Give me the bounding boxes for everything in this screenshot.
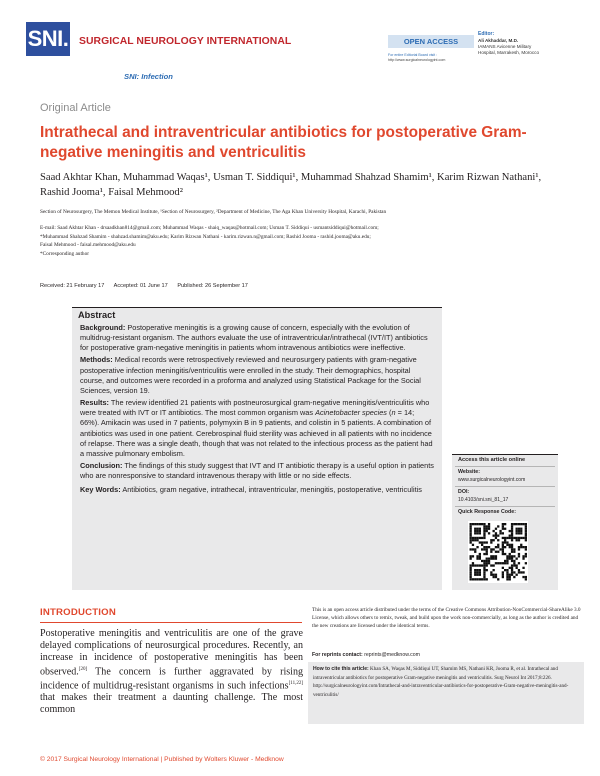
- access-divider: [455, 506, 555, 507]
- article-type: Original Article: [40, 102, 111, 114]
- ref-11-22[interactable]: [11,22]: [288, 680, 303, 686]
- doi-label: DOI:: [458, 489, 470, 495]
- methods-text: Medical records were retrospectively reviewed and neurosurgery patients with gram-negative postoperative infection meningitis/ventriculitis were enrolled in the study. Their demographics, hospital course, and outcomes were recorded in a proforma and analyzed using Statistical Package for the Social Sciences, version 19.: [80, 355, 421, 395]
- doi-value[interactable]: 10.4103/sni.sni_81_17: [458, 497, 509, 503]
- author-list: Saad Akhtar Khan, Muhammad Waqas¹, Usman T. Siddiqui¹, Muhammad Shahzad Shamim¹, Karim Rizwan Nathani¹, Rashid Jooma¹, Faisal Mehmood²: [40, 172, 542, 198]
- reprints-label: For reprints contact:: [312, 652, 363, 658]
- qr-code[interactable]: [468, 521, 528, 583]
- methods-label: Methods:: [80, 355, 113, 365]
- abstract-conclusion: [80, 461, 435, 481]
- background-label: Background:: [80, 323, 126, 332]
- abstract-keywords: [80, 485, 435, 495]
- editor-info: [474, 32, 582, 56]
- editorial-board-label: For entire Editorial Board visit :: [388, 53, 438, 57]
- results-label: Results:: [80, 398, 109, 408]
- received-date: Received: 21 February 17: [40, 283, 105, 289]
- corresponding-note: *Corresponding author: [40, 250, 89, 257]
- reprints-contact: [312, 652, 582, 658]
- citation-label: How to cite this article:: [313, 666, 369, 672]
- website-link[interactable]: www.surgicalneurologyint.com: [458, 477, 526, 483]
- keywords-label: Key Words:: [80, 485, 121, 495]
- affiliations: Section of Neurosurgery, The Memon Medical Institute, ¹Section of Neurosurgery, ²Department of Medicine, The Aga Khan University Hospital, Karachi, Pakistan: [40, 209, 387, 215]
- abstract-heading: Abstract: [78, 310, 116, 320]
- introduction-text: [40, 628, 303, 716]
- conclusion-label: Conclusion:: [80, 461, 123, 471]
- introduction-rule: [40, 622, 302, 623]
- results-text-2: = 14; 66%). Amikacin was used in 7 patients, polymyxin B in 9 patients, and colistin in 5 patients. A combination of antibiotics was used in one patient. Cerebrospinal fluid sterility was achieved in all patients with no incidence of relapse. There was a single death, though that was not related to the infectious process as the patient had a massive pulmonary embolism.: [80, 408, 433, 458]
- results-organism: Acinetobacter species: [315, 408, 387, 418]
- email-line-1: E-mail: Saad Akhtar Khan - drsaadkhan814@gmail.com; Muhammad Waqas - shaiq_waqas@hotmail.com; Usman T. Siddiqui - usmantsiddiqui@hotmail.com;: [40, 225, 379, 231]
- abstract-background: [80, 323, 435, 353]
- results-n: n: [391, 408, 396, 418]
- journal-name: SURGICAL NEUROLOGY INTERNATIONAL: [79, 36, 292, 47]
- section-tag: SNI: Infection: [124, 72, 173, 81]
- keywords-text: Antibiotics, gram negative, intrathecal, intraventricular, meningitis, postoperative, ventriculitis: [122, 485, 422, 495]
- results-paren: (: [389, 408, 392, 418]
- article-title: Intrathecal and intraventricular antibiotics for postoperative Gram-negative meningitis and ventriculitis: [40, 124, 527, 161]
- author-emails: [40, 224, 580, 258]
- access-divider: [455, 486, 555, 487]
- conclusion-text: The findings of this study suggest that IVT and IT antibiotic therapy is a useful option in patients who are nonresponsive to standard intravenous therapy with little or no side effects.: [80, 461, 434, 481]
- footer-copyright: © 2017 Surgical Neurology International | Published by Wolters Kluwer - Medknow: [40, 756, 284, 763]
- qr-code-icon: [468, 521, 528, 583]
- citation-url[interactable]: http://surgicalneurologyint.com/Intrathecal-and-intraventricular-antibiotics-for-postoperative-Gram-negative-meningitis-and-ventriculitis/: [313, 683, 569, 698]
- license-note: This is an open access article distributed under the terms of the Creative Commons Attribution-NonCommercial-ShareAlike 3.0 License, which allows others to remix, tweak, and build upon the work non-commercially, as long as the author is credited and the new creations are licensed under the identical terms.: [312, 607, 581, 630]
- email-line-2: *Muhammad Shahzad Shamim - shahzad.shamim@aku.edu; Karim Rizwan Nathani - karim.rizwan.n@gmail.com; Rashid Jooma - rashid.jooma@aku.edu;: [40, 233, 371, 240]
- abstract-methods: [80, 355, 435, 396]
- abstract-body: [80, 323, 435, 498]
- published-date: Published: 26 September 17: [177, 283, 248, 289]
- article-dates: [40, 283, 256, 289]
- intro-text-3: that makes their treatment a daunting challenge. The most common: [40, 692, 303, 716]
- background-text: Postoperative meningitis is a growing cause of concern, especially with the evolution of multidrug-resistant organism. The authors evaluate the use of intraventricular/intrathecal (IVT/IT) antibiotics for postoperative gram-negative meningitis in patients whom intravenous antibiotics were ineffective.: [80, 323, 428, 353]
- intro-text-1: Postoperative meningitis and ventriculitis are one of the grave delayed complications of neurosurgical procedures. Recently, an increase in incidence of postoperative meningitis has been observed.: [40, 628, 303, 678]
- citation: [313, 665, 581, 699]
- citation-text: Khan SA, Waqas M, Siddiqui UT, Shamim MS, Nathani KR, Jooma R, et al. Intrathecal and intraventricular antibiotics for postoperative Gram-negative meningitis and ventriculitis. Surg Neurol Int 2017;8:226.: [313, 666, 558, 681]
- editor-label: Editor:: [478, 31, 495, 37]
- abstract-results: [80, 398, 435, 459]
- editorial-board-note: [388, 53, 476, 63]
- editor-affiliation-1: IAMANS Avicenne Military: [478, 43, 532, 49]
- access-divider: [455, 466, 555, 467]
- ref-20[interactable]: [20]: [78, 666, 88, 672]
- access-title: Access this article online: [458, 457, 526, 463]
- editorial-board-link[interactable]: http://www.surgicalneurologyint.com: [388, 58, 446, 62]
- editor-affiliation-2: Hospital, Marrakesh, Morocco: [478, 49, 540, 55]
- website-label: Website:: [458, 469, 480, 475]
- results-text: The review identified 21 patients with postneurosurgical gram-negative meningitis/ventriculitis who were treated with IVT or IT antibiotics. The most common organism was: [80, 398, 430, 418]
- intro-text-2: The concern is further aggravated by rising incidence of multidrug-resistant organisms in such infections: [40, 666, 303, 692]
- editor-name: Ali Akhaddar, M.D.: [478, 37, 519, 43]
- introduction-heading: INTRODUCTION: [40, 607, 116, 618]
- reprints-email[interactable]: reprints@medknow.com: [364, 652, 420, 658]
- qr-label: Quick Response Code:: [458, 509, 516, 515]
- open-access-badge: OPEN ACCESS: [388, 35, 474, 48]
- email-line-3: Faisal Mehmood - faisal.mehmood@aku.edu: [40, 242, 136, 249]
- journal-logo: SNI.: [26, 22, 70, 56]
- accepted-date: Accepted: 01 June 17: [113, 283, 168, 289]
